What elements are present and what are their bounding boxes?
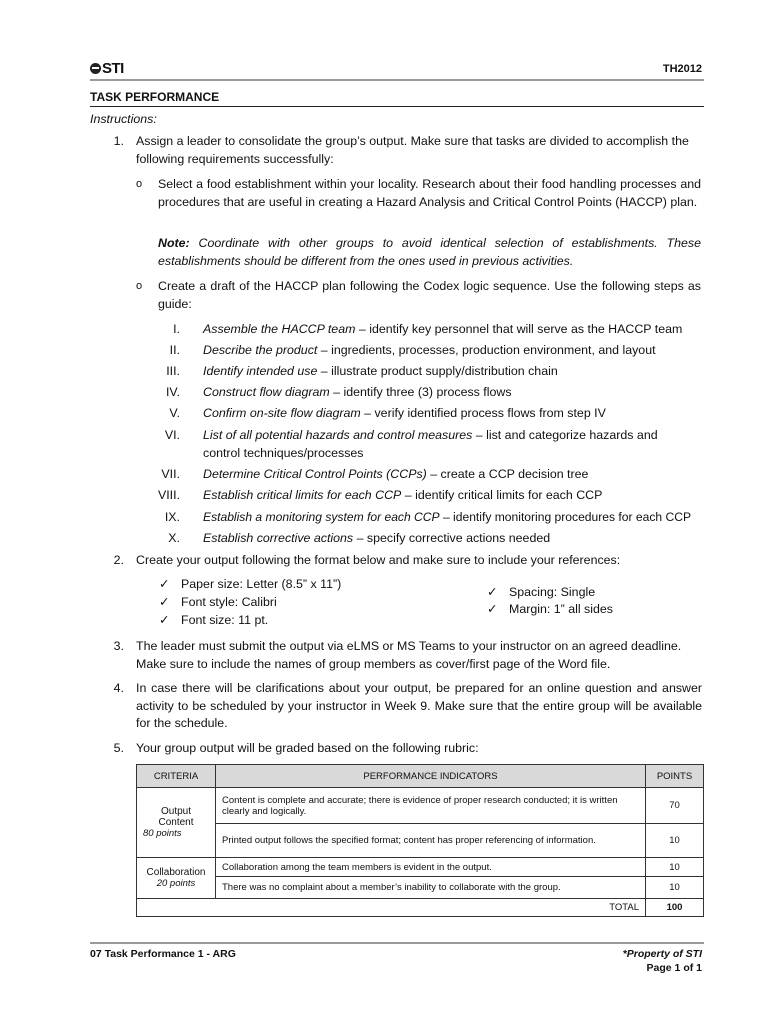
- check-icon: ✓: [487, 602, 498, 616]
- criteria-cell: [137, 858, 216, 899]
- indicator-cell: There was no complaint about a member’s inability to collaborate with the group.: [216, 877, 646, 899]
- total-row: [137, 899, 704, 917]
- points-cell: 10: [646, 824, 704, 858]
- step-text: Assemble the HACCP team – identify key personnel that will serve as the HACCP team: [203, 322, 683, 336]
- step-number: V.: [169, 406, 180, 420]
- format-item: Spacing: Single: [509, 585, 596, 599]
- step-number: VI.: [164, 428, 180, 442]
- table-row: [137, 788, 704, 824]
- points-cell: 10: [646, 858, 704, 877]
- total-points: 100: [646, 899, 704, 917]
- check-icon: ✓: [159, 613, 170, 627]
- step-number: IV.: [165, 385, 180, 399]
- points-cell: 70: [646, 788, 704, 824]
- note-text: Coordinate with other groups to avoid identical selection of establishments. These establishments should be different from the ones used in previous activities.: [158, 236, 701, 268]
- logo-text: STI: [102, 60, 124, 77]
- step-text: Establish critical limits for each CCP – identify critical limits for each CCP: [203, 488, 603, 502]
- table-row: [137, 877, 704, 899]
- step-number: II.: [169, 343, 180, 357]
- item-text: Your group output will be graded based on the following rubric:: [136, 741, 479, 755]
- footer-property: *Property of STI: [622, 948, 702, 960]
- item-number: 1.: [113, 134, 124, 148]
- format-item: Font size: 11 pt.: [181, 613, 269, 627]
- title-divider: [90, 106, 704, 107]
- globe-icon: [90, 63, 101, 74]
- criteria-points: 20 points: [156, 878, 196, 889]
- step-number: I.: [173, 322, 180, 336]
- table-row: [137, 858, 704, 877]
- item-text: Create your output following the format below and make sure to include your references:: [136, 553, 621, 567]
- check-icon: ✓: [159, 595, 170, 609]
- rubric-table: [136, 764, 704, 917]
- check-icon: ✓: [487, 585, 498, 599]
- footer-divider: [90, 942, 704, 944]
- step-text: Confirm on-site flow diagram – verify identified process flows from step IV: [203, 406, 606, 420]
- sub-bullet-marker: o: [136, 178, 143, 190]
- note-paragraph: [158, 235, 701, 270]
- table-header: PERFORMANCE INDICATORS: [216, 765, 646, 788]
- format-item: Margin: 1” all sides: [509, 602, 613, 616]
- sub-bullet-text: Create a draft of the HACCP plan following the Codex logic sequence. Use the following steps as guide:: [158, 279, 701, 311]
- step-text: Determine Critical Control Points (CCPs) – create a CCP decision tree: [203, 467, 589, 481]
- step-number: X.: [168, 531, 180, 545]
- criteria-name: Output Content: [158, 806, 194, 828]
- format-item: Paper size: Letter (8.5” x 11”): [181, 577, 342, 591]
- page-title: TASK PERFORMANCE: [90, 90, 220, 104]
- indicator-cell: Content is complete and accurate; there is evidence of proper research conducted; it is written clearly and logically.: [216, 788, 646, 824]
- total-label: TOTAL: [137, 899, 646, 917]
- check-icon: ✓: [159, 577, 170, 591]
- item-text: Assign a leader to consolidate the group’s output. Make sure that tasks are divided to accomplish the following requirements successfully:: [136, 134, 689, 166]
- table-header-row: [137, 765, 704, 788]
- header-divider: [90, 79, 704, 81]
- step-text: Construct flow diagram – identify three (3) process flows: [203, 385, 512, 399]
- format-item: Font style: Calibri: [181, 595, 277, 609]
- criteria-points: 80 points: [143, 828, 182, 839]
- footer-title: 07 Task Performance 1 - ARG: [90, 948, 236, 960]
- step-number: VII.: [161, 467, 180, 481]
- sub-bullet-text: Select a food establishment within your locality. Research about their food handling processes and procedures that are useful in creating a Hazard Analysis and Critical Control Points (HACCP) plan.: [158, 177, 701, 209]
- item-number: 4.: [113, 681, 124, 695]
- footer-page-number: Page 1 of 1: [646, 962, 702, 974]
- indicator-cell: Printed output follows the specified format; content has proper referencing of information.: [216, 824, 646, 858]
- note-label: Note:: [158, 236, 190, 250]
- item-number: 2.: [113, 553, 124, 567]
- table-row: [137, 824, 704, 858]
- sub-bullet-marker: o: [136, 280, 143, 292]
- sti-logo: [90, 60, 124, 77]
- document-code: TH2012: [662, 63, 702, 75]
- step-number: III.: [166, 364, 180, 378]
- instructions-label: Instructions:: [90, 112, 157, 126]
- points-cell: 10: [646, 877, 704, 899]
- item-number: 3.: [113, 639, 124, 653]
- item-number: 5.: [113, 741, 124, 755]
- step-number: VIII.: [157, 488, 180, 502]
- table-header: POINTS: [646, 765, 704, 788]
- item-text: In case there will be clarifications about your output, be prepared for an online question and answer activity to be scheduled by your instructor in Week 9. Make sure that the entire group will be available for the schedule.: [136, 681, 702, 731]
- table-header: CRITERIA: [137, 765, 216, 788]
- step-text: List of all potential hazards and control measures – list and categorize hazards and control techniques/processes: [203, 428, 658, 460]
- criteria-name: Collaboration: [146, 867, 206, 878]
- step-number: IX.: [164, 510, 180, 524]
- item-text: The leader must submit the output via eLMS or MS Teams to your instructor on an agreed deadline. Make sure to include the names of group members as cover/first page of the Word file.: [136, 639, 682, 671]
- step-text: Establish corrective actions – specify corrective actions needed: [203, 531, 551, 545]
- step-text: Establish a monitoring system for each CCP – identify monitoring procedures for each CCP: [203, 510, 692, 524]
- step-text: Describe the product – ingredients, processes, production environment, and layout: [203, 343, 656, 357]
- step-text: Identify intended use – illustrate product supply/distribution chain: [203, 364, 558, 378]
- indicator-cell: Collaboration among the team members is evident in the output.: [216, 858, 646, 877]
- criteria-cell: [137, 788, 216, 858]
